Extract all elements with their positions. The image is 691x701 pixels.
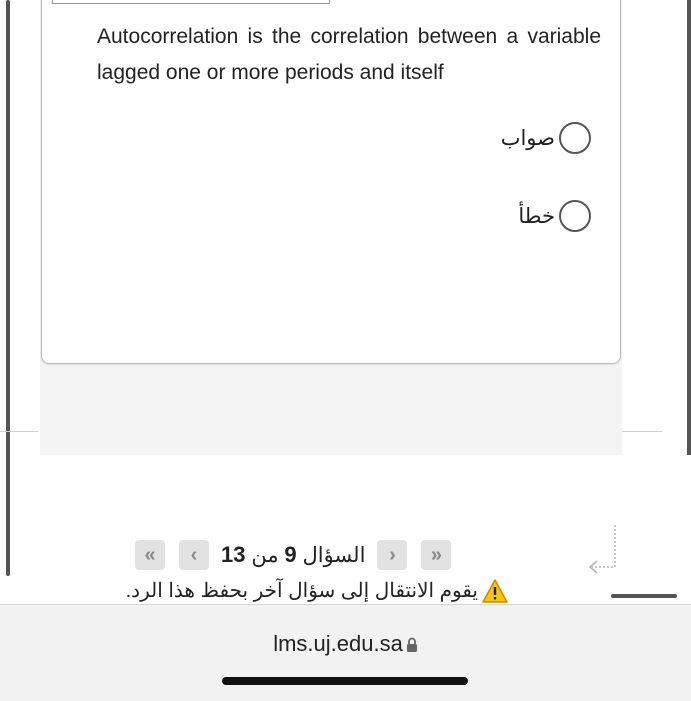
home-indicator[interactable] [222,677,468,685]
return-arrow-icon[interactable] [586,523,618,581]
option-false[interactable] [518,200,591,232]
divider-left [0,431,38,432]
question-counter-prefix: السؤال [302,544,366,567]
save-warning [126,578,508,603]
option-false-label: خطأ [518,204,555,228]
lock-icon [406,637,418,653]
radio-false[interactable] [559,200,591,232]
warning-text: يقوم الانتقال إلى سؤال آخر بحفظ هذا الرد. [125,580,478,602]
question-counter [221,542,365,568]
right-scroll-edge [687,0,691,455]
option-true-label: صواب [500,126,555,150]
question-counter-of: من [251,544,279,567]
first-question-button[interactable]: « [135,540,165,570]
option-true[interactable] [501,122,591,154]
next-question-button[interactable]: › [377,540,407,570]
last-question-button[interactable]: » [421,540,451,570]
current-question-number: 9 [284,542,297,567]
radio-true[interactable] [559,122,591,154]
previous-question-button[interactable]: ‹ [179,540,209,570]
flag-input-field[interactable] [52,0,330,4]
question-text: Autocorrelation is the correlation between a variable lagged one or more periods and itself [97,25,601,84]
url-display[interactable] [0,631,691,657]
url-text: lms.uj.edu.sa [273,631,403,656]
sheet-grabber[interactable] [611,594,677,598]
question-navigation [135,540,451,570]
browser-address-bar [0,604,691,701]
warning-icon [482,579,508,603]
left-scroll-edge [6,0,10,576]
total-question-number: 13 [221,542,246,567]
divider-right [622,431,662,432]
